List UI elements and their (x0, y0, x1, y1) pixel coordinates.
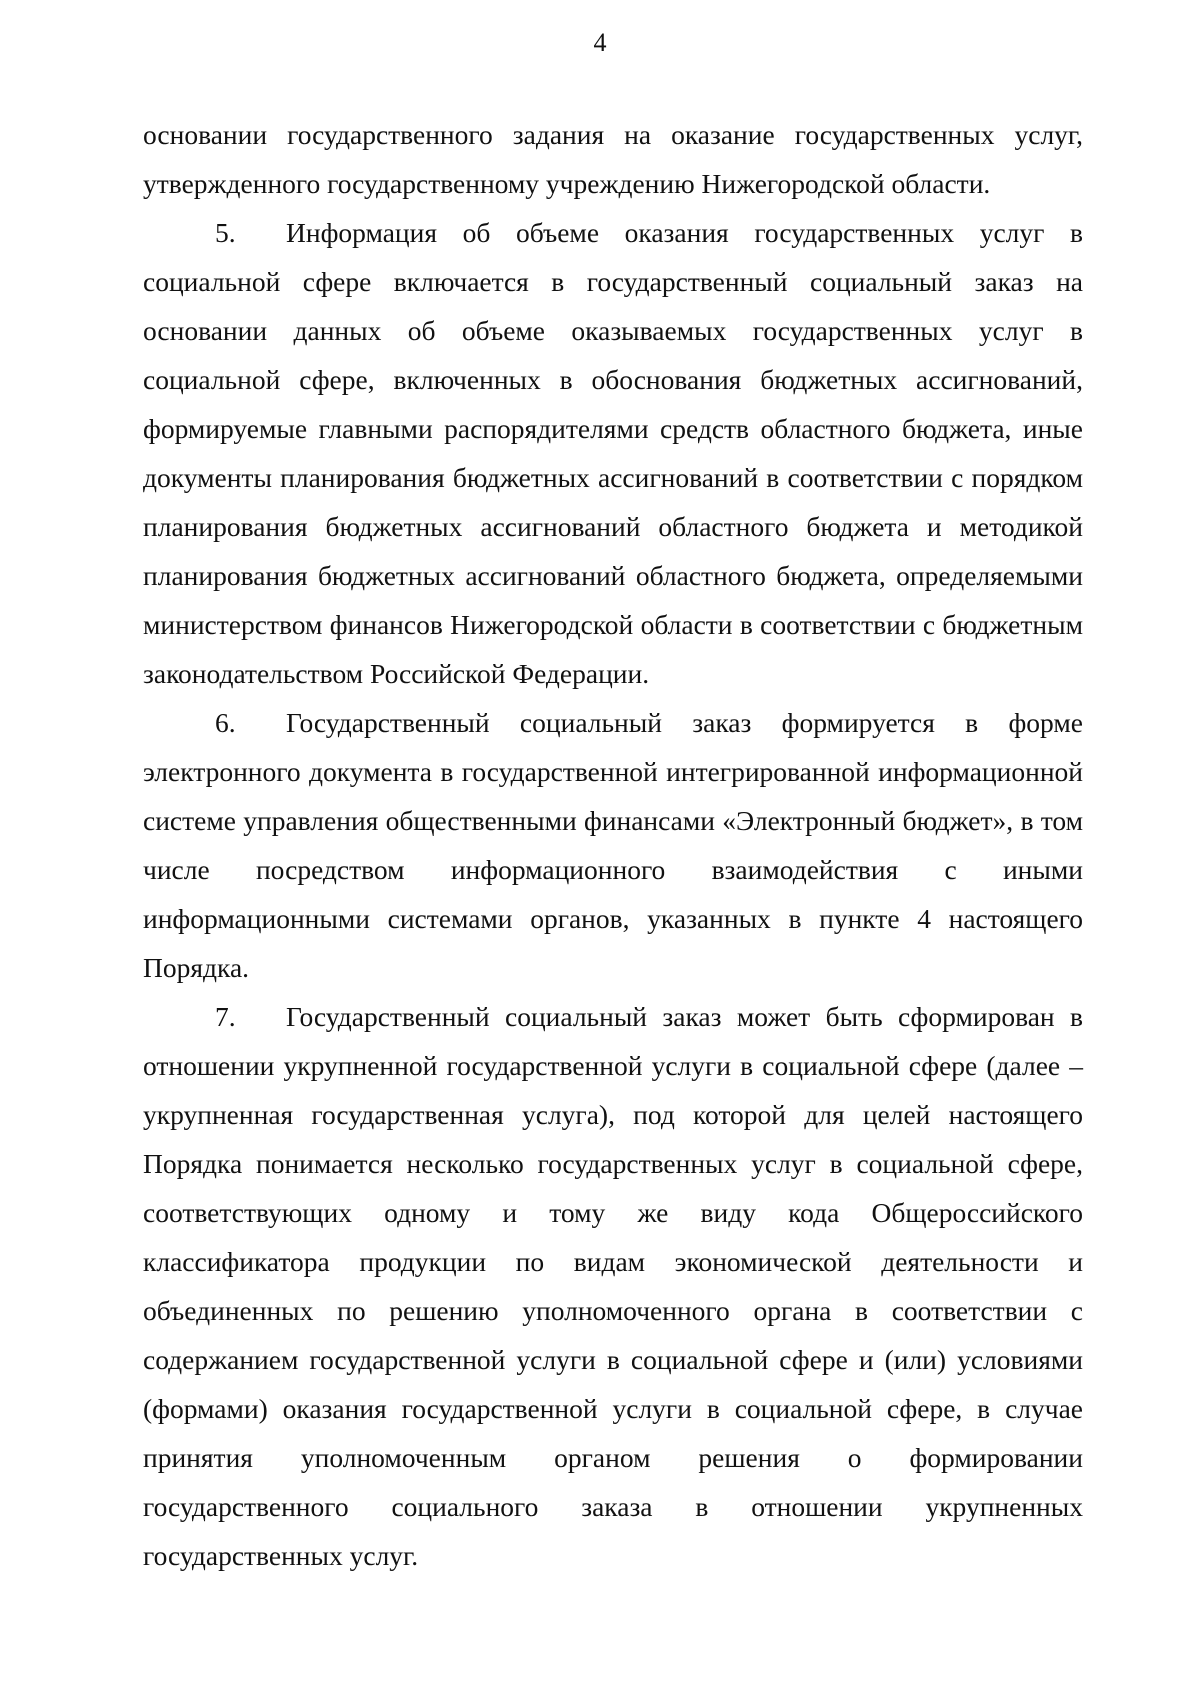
paragraph-number: 5. (215, 217, 236, 248)
paragraph-number: 6. (215, 707, 236, 738)
paragraph-number: 7. (215, 1001, 236, 1032)
paragraph-continuation (143, 110, 1083, 208)
paragraph-6 (143, 698, 1083, 992)
paragraph-7 (143, 992, 1083, 1580)
paragraph-5 (143, 208, 1083, 698)
document-body (143, 110, 1083, 1580)
paragraph-text: Государственный социальный заказ может быть сформирован в отношении укрупненной государственной услуги в социальной сфере (далее – укрупненная государственная услуга), под которой для целей настоящего Порядка понимается несколько государственных услуг в социальной сфере, соответствующих одному и тому же виду кода Общероссийского классификатора продукции по видам экономической деятельности и объединенных по решению уполномоченного органа в соответствии с содержанием государственной услуги в социальной сфере и (или) условиями (формами) оказания государственной услуги в социальной сфере, в случае принятия уполномоченным органом решения о формировании государственного социального заказа в отношении укрупненных государственных услуг. (143, 1001, 1083, 1571)
paragraph-text: Информация об объеме оказания государственных услуг в социальной сфере включается в государственный социальный заказ на основании данных об объеме оказываемых государственных услуг в социальной сфере, включенных в обоснования бюджетных ассигнований, формируемые главными распорядителями средств областного бюджета, иные документы планирования бюджетных ассигнований в соответствии с порядком планирования бюджетных ассигнований областного бюджета и методикой планирования бюджетных ассигнований областного бюджета, определяемыми министерством финансов Нижегородской области в соответствии с бюджетным законодательством Российской Федерации. (143, 217, 1083, 689)
paragraph-text: Государственный социальный заказ формируется в форме электронного документа в государственной интегрированной информационной системе управления общественными финансами «Электронный бюджет», в том числе посредством информационного взаимодействия с иными информационными системами органов, указанных в пункте 4 настоящего Порядка. (143, 707, 1083, 983)
paragraph-text: основании государственного задания на оказание государственных услуг, утвержденного государственному учреждению Нижегородской области. (143, 119, 1083, 199)
page-number: 4 (593, 28, 607, 57)
